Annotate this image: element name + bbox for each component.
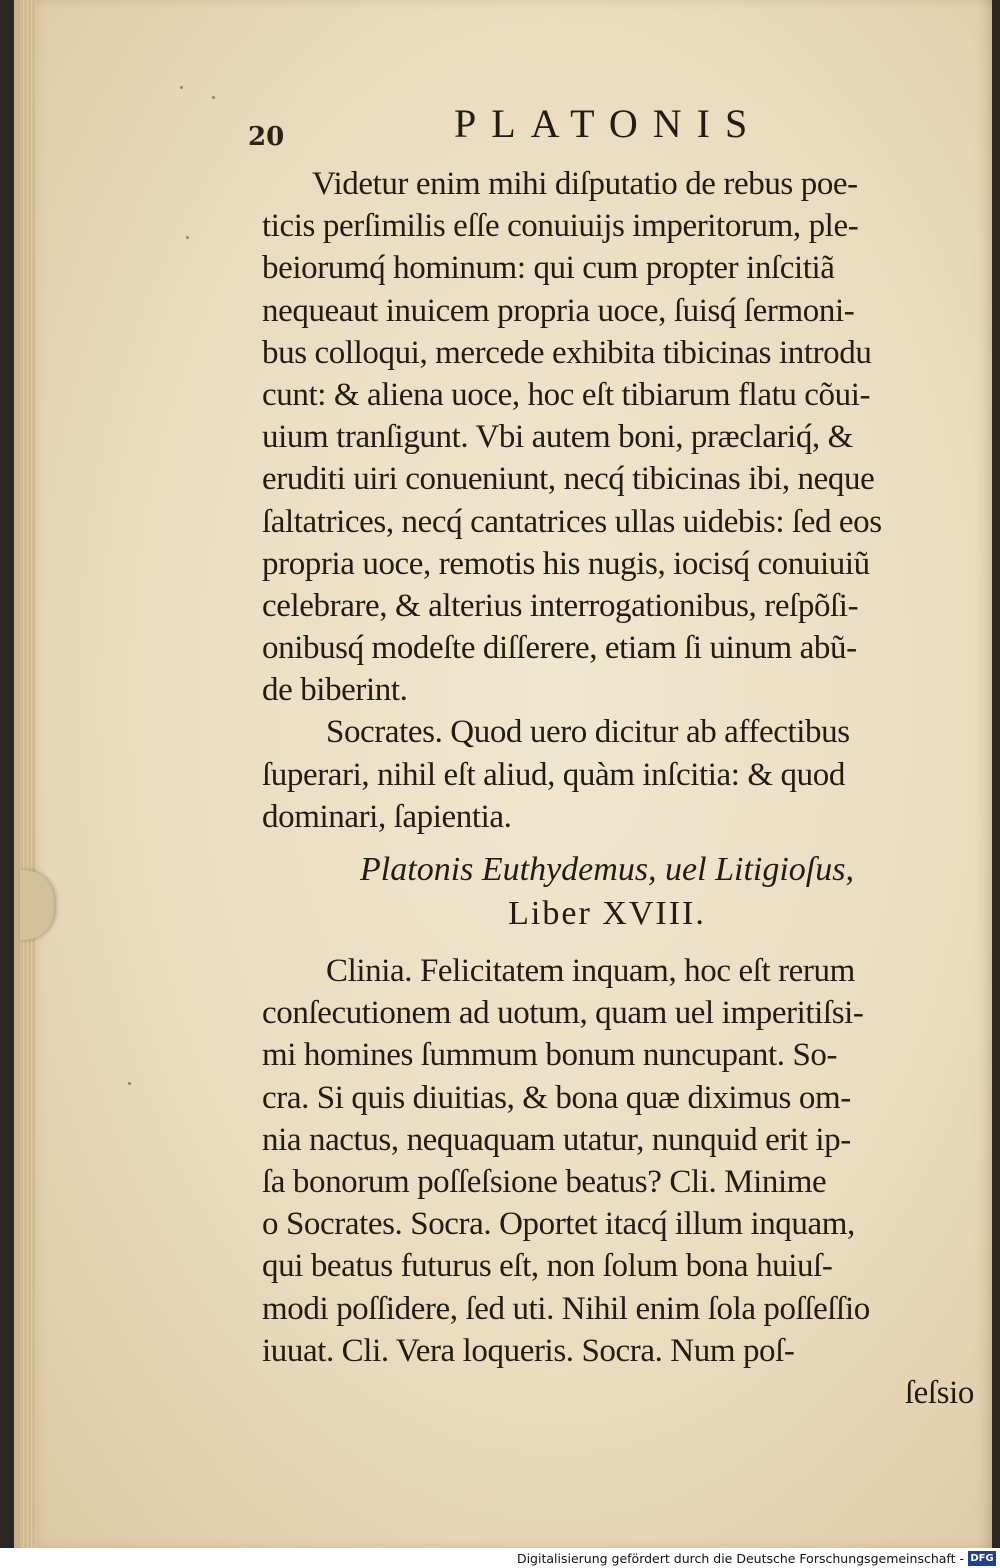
paragraph-3 [262, 950, 980, 1372]
page-header [0, 100, 1000, 156]
ink-speck [212, 96, 215, 99]
running-head: PLATONIS [454, 101, 763, 146]
paragraph-1 [262, 163, 980, 711]
text-line: ticis perſimilis eſſe conuiuijs imperitorum, ple- [262, 208, 859, 245]
text-line: de biberint. [262, 672, 408, 709]
ink-speck [186, 236, 189, 239]
page-edge [20, 0, 36, 1548]
text-line: cra. Si quis diuitias, & bona quæ diximus om- [262, 1079, 851, 1116]
text-line: Clinia. Felicitatem inquam, hoc eſt rerum [326, 953, 855, 989]
text-line: o Socrates. Socra. Oportet itacq́ illum inquam, [262, 1206, 855, 1243]
text-line: bus colloqui, mercede exhibita tibicinas introdu [262, 334, 872, 371]
text-line: ſuperari, nihil eſt aliud, quàm inſcitia: & quod [262, 756, 845, 793]
digitization-credit-bar [0, 1548, 1000, 1568]
text-line: conſecutionem ad uotum, quam uel imperitiſsi- [262, 995, 864, 1032]
text-line: Socrates. Quod uero dicitur ab affectibus [326, 714, 850, 751]
text-line: propria uoce, remotis his nugis, iocisq́ conuiuiũ [262, 545, 870, 582]
section-title-line: Platonis Euthydemus, uel Litigioſus, [360, 851, 854, 888]
text-line: nequeaut inuicem propria uoce, ſuisq́ ſermoni- [262, 292, 855, 329]
text-line: mi homines ſummum bonum nuncupant. So- [262, 1037, 838, 1074]
section-subtitle-line: Liber XVIII. [508, 895, 706, 932]
text-line: ſaltatrices, necq́ cantatrices ullas uidebis: ſed eos [262, 503, 882, 540]
text-line: iuuat. Cli. Vera loqueris. Socra. Num poſ- [262, 1332, 795, 1369]
text-line: ſa bonorum poſſeſsione beatus? Cli. Minime [262, 1163, 827, 1200]
text-line: dominari, ſapientia. [262, 798, 512, 835]
paragraph-2 [262, 711, 980, 838]
folio-number: 20 [248, 122, 285, 152]
section-title [262, 848, 980, 936]
ink-speck [180, 86, 183, 89]
digitization-credit: Digitalisierung gefördert durch die Deutsche Forschungsgemeinschaft - [516, 1551, 964, 1566]
text-line: cunt: & aliena uoce, hoc eſt tibiarum flatu cõui- [262, 376, 871, 413]
text-line: beiorumq́ hominum: qui cum propter inſcitiã [262, 250, 835, 287]
text-line: eruditi uiri conueniunt, necq́ tibicinas ibi, neque [262, 461, 875, 498]
ink-speck [128, 1082, 131, 1085]
catchword: ſeſsio [904, 1374, 974, 1411]
text-line: Videtur enim mihi diſputatio de rebus poe- [312, 166, 858, 202]
text-body [262, 163, 980, 1414]
text-line: celebrare, & alterius interrogationibus, reſpõſi- [262, 587, 859, 624]
text-line: nia nactus, nequaquam utatur, nunquid erit ip- [262, 1121, 851, 1158]
book-clasp [20, 870, 54, 940]
text-line: onibusq́ modeſte diſſerere, etiam ſi uinum abũ- [262, 630, 857, 667]
text-line: qui beatus futurus eſt, non ſolum bona huiuſ- [262, 1248, 833, 1285]
dfg-logo: DFG [968, 1551, 996, 1566]
text-line: modi poſſidere, ſed uti. Nihil enim ſola poſſeſſio [262, 1290, 870, 1327]
text-line: uium tranſigunt. Vbi autem boni, præclariq́, & [262, 419, 853, 456]
